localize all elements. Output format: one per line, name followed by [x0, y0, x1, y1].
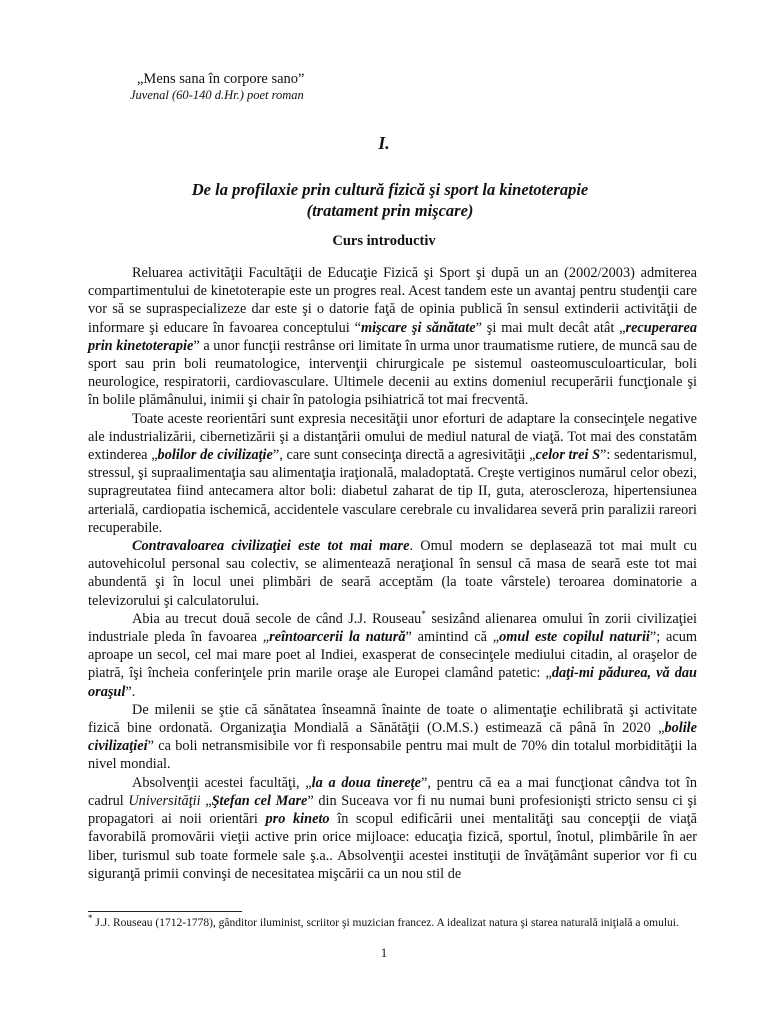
emphasis-text: bolilor de civilizaţie — [157, 447, 273, 464]
paragraph-text: ”: sedentarismul, stressul, şi supraalimentaţia sau alimentaţia iraţională, maladoptată. Creşte vertiginos numărul celor obezi, supragreutatea fiind antecamera altor boli: diabetul zaharat de tip II, guta, ateroscleroza, hipertensiunea arterială, cardiopatia ischemică, accidentele vasculare cerebrale cu invalidarea severă prin paralizii rareori recuperabile. — [88, 447, 697, 536]
paragraph-text: De milenii se ştie că sănătatea înseamnă înainte de toate o alimentaţie echilibrată şi activitate fizică bine ordonată. Organizaţia Mondială a Sănătăţii (O.M.S.) estimează că până în 2020 „ — [88, 701, 697, 737]
paragraph-text: Absolvenţii acestei facultăţi, „ — [132, 774, 312, 791]
footnote-separator — [88, 911, 242, 912]
page-number: 1 — [380, 946, 388, 960]
emphasis-text: Contravaloarea civilizaţiei este tot mai mare — [132, 538, 410, 555]
paragraph-text: sesizând alienarea omului în zorii civilizaţiei industriale pleda în favoarea „ — [88, 610, 697, 646]
emphasis-text: bolile civilizaţiei — [88, 720, 697, 755]
chapter-subtitle: Curs introductiv — [332, 233, 436, 249]
emphasis-text: la a doua tinereţe — [311, 774, 421, 791]
paragraph-text: ” şi mai mult decât atât „ — [475, 319, 626, 336]
emphasis-text: mişcare şi sănătate — [360, 319, 476, 336]
chapter-title-line-1: De la profilaxie prin cultură fizică şi sport la kinetoterapie — [191, 180, 589, 199]
emphasis-text: pro kineto — [265, 811, 330, 828]
paragraph-text: ”, care sunt consecinţa directă a agresivităţii „ — [272, 447, 536, 464]
paragraph-text: ”; acum aproape un secol, cel mai mare poet al Indiei, exasperat de consecinţele mediului citadin, al oraşelor de piatră, îşi încheia conferinţele prin marile oraşe ale Europei clamând patetic: „ — [88, 629, 697, 682]
paragraph-text: în scopul edificării unei mentalităţi sau concepţii de viaţă favorabilă promovării vieţii active prin orice mijloace: educaţia fizică, sportul, înotul, plimbările în aer liber, turismul sub toate formele sale ş.a.. Absolvenţii acestei instituţii de învăţământ superior vor fi cu siguranţă primii convinşi de necesitatea mişcării ca un nou stil de — [88, 811, 698, 882]
chapter-number: I. — [378, 133, 390, 153]
footnote-reference[interactable]: * — [421, 609, 426, 620]
emphasis-text: Ştefan cel Mare — [211, 792, 308, 809]
epigraph-quote: „Mens sana în corpore sano” — [137, 71, 305, 87]
paragraph-text: Reluarea activităţii Facultăţii de Educaţie Fizică şi Sport şi după un an (2002/2003) admiterea compartimentului de kinetoterapie este un progres real. Acest tandem este un avantaj pentru studenţii care vor să se supraspecializeze dar este şi o datorie faţă de opinia publică în sensul extinderii activităţii de informare şi educare în favoarea conceptului “ — [88, 265, 697, 336]
paragraph-5 — [88, 701, 697, 774]
paragraph-3 — [88, 537, 697, 610]
chapter-title — [60, 179, 720, 221]
paragraph-text: ” amintind că „ — [405, 629, 500, 646]
paragraph-text: ” a unor funcţii restrânse ori limitate în urma unor traumatisme rutiere, de muncă sau de sport sau prin boli reumatologice, intervenţii chirurgicale pe sistemul oasteomusculoarticular, boli neurologice, respiratorii, cardiovasculare. Ultimele decenii au extins domeniul recuperării funcţionale şi în bolile plămânului, inimii şi chair în patologia psihiatrică tot mai frecventă. — [88, 337, 697, 409]
paragraph-text: ”, pentru că ea a mai funcţionat cândva tot în cadrul — [88, 774, 698, 809]
footnote-text: J.J. Rouseau (1712-1778), gânditor iluminist, scriitor şi muzician francez. A idealizat natura şi starea naturală iniţială a omului. — [92, 917, 679, 929]
emphasis-text: celor trei S — [535, 447, 601, 464]
chapter-title-line-2: (tratament prin mişcare) — [306, 201, 474, 220]
paragraph-6 — [88, 774, 697, 883]
italic-text: Universităţii — [128, 792, 201, 809]
emphasis-text: recuperarea prin kinetoterapie — [88, 319, 697, 354]
footnote — [88, 913, 697, 931]
emphasis-text: reîntoarcerii la natură — [269, 629, 406, 646]
paragraph-text: Abia au trecut două secole de când J.J. Rouseau — [132, 610, 422, 627]
epigraph-source: Juvenal (60-140 d.Hr.) poet roman — [130, 88, 304, 102]
paragraph-text: „ — [200, 792, 212, 809]
epigraph — [130, 71, 305, 103]
emphasis-text: daţi-mi pădurea, vă dau oraşul — [88, 665, 697, 700]
paragraph-text: ” ca boli netransmisibile vor fi responsabile pentru mai mult de 70% din totalul morbidităţii la nivel mondial. — [88, 738, 697, 773]
body-text — [88, 264, 697, 883]
paragraph-1 — [88, 264, 697, 410]
paragraph-text: ”. — [125, 683, 136, 700]
paragraph-2 — [88, 410, 697, 537]
paragraph-text: ” din Suceava vor fi nu numai buni profesionişti stricto sensu ci şi propagatori ai noii orientări — [88, 792, 698, 828]
paragraph-text: . Omul modern se deplasează tot mai mult cu autovehicolul personal sau colectiv, se alimentează neraţional în sensul că masa de seară este tot mai abundentă şi în locul unei plimbări de seară acceptăm (la toate vârstele) teroarea dominatorie a televizorului şi calculatorului. — [88, 538, 697, 609]
footnote-mark: * — [88, 913, 93, 924]
paragraph-4 — [88, 610, 697, 701]
paragraph-text: Toate aceste reorientări sunt expresia necesităţii unor eforturi de adaptare la consecinţele negative ale industrializării, cibernetizării şi a distanţării omului de mediul natural de viaţă. Tot mai des constatăm extinderea „ — [88, 410, 697, 464]
emphasis-text: omul este copilul naturii — [499, 629, 650, 646]
